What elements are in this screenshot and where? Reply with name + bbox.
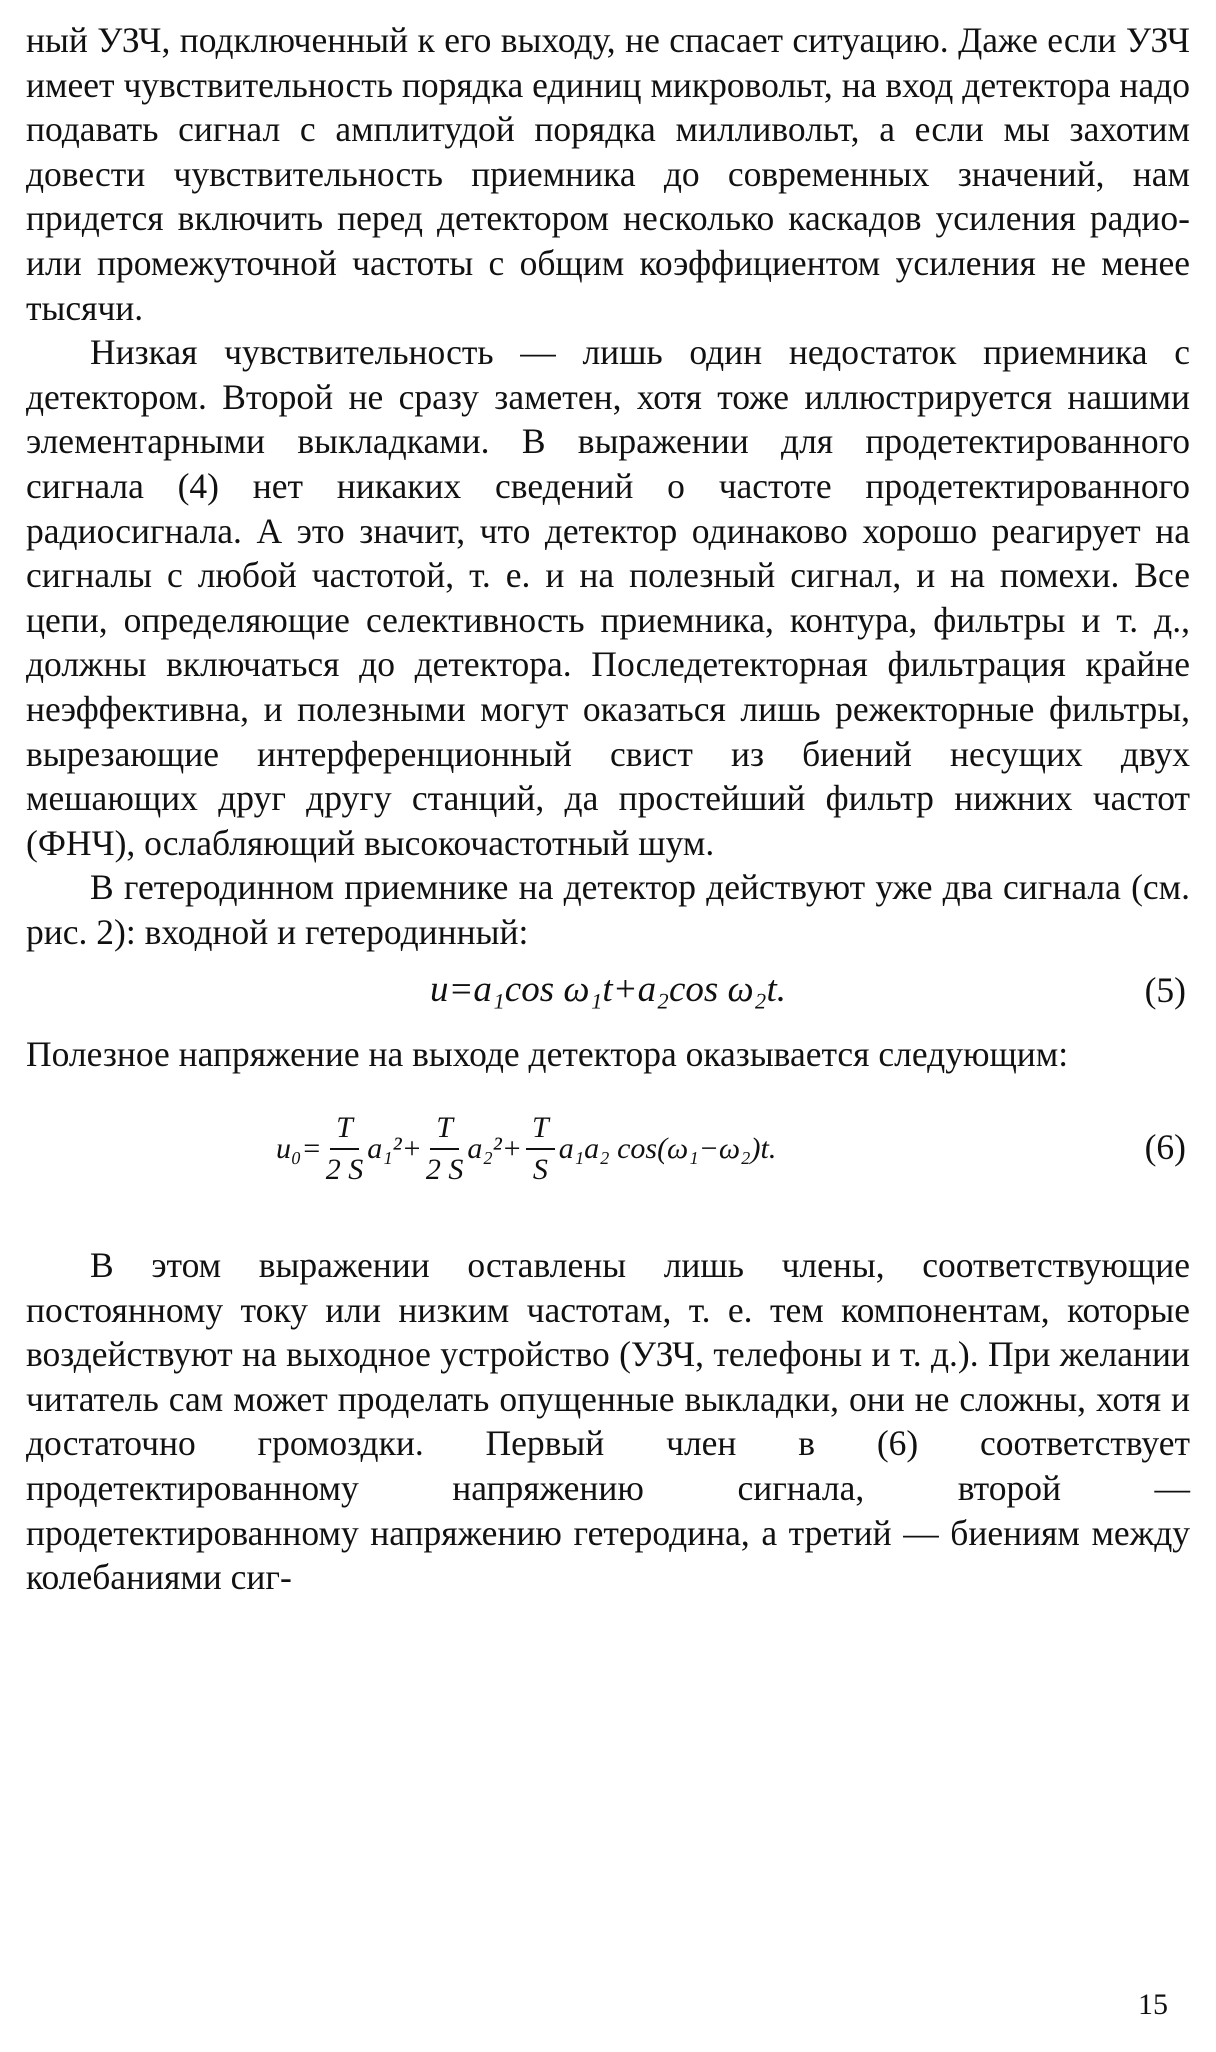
fraction-2 xyxy=(426,1108,464,1190)
formula-5-number: (5) xyxy=(1144,970,1186,1011)
fraction-3 xyxy=(526,1108,555,1190)
paragraph-3: В гетеродинном приемнике на детектор действуют уже два сигнала (см. рис. 2): входной и гетеродинный: xyxy=(26,867,1190,952)
paragraph-4: Полезное напряжение на выходе детектора оказывается следующим: xyxy=(26,1034,1069,1075)
formula-6-number: (6) xyxy=(1144,1127,1186,1168)
page-number: 15 xyxy=(1138,1988,1168,2021)
paragraph-2: Низкая чувствительность — лишь один недостаток приемника с детектором. Второй не сразу заметен, хотя тоже иллюстрируется нашими элементарными выкладками. В выражении для продетектированного сигнала (4) нет никаких сведений о частоте продетектированного радиосигнала. А это значит, что детектор одинаково хорошо реагирует на сигналы с любой частотой, т. е. и на полезный сигнал, и на помехи. Все цепи, определяющие селективность приемника, контура, фильтры и т. д., должны включаться до детектора. Последетекторная фильтрация крайне неэффективна, и полезными могут оказаться лишь режекторные фильтры, вырезающие интерференционный свист из биений несущих двух мешающих друг другу станций, да простейший фильтр нижних частот (ФНЧ), ослабляющий высокочастотный шум. xyxy=(26,332,1190,863)
fraction-2-denominator: 2 S xyxy=(425,1153,464,1187)
fraction-3-numerator: T xyxy=(526,1108,555,1150)
formula-5-expression: u=a₁cos ω₁t+a₂cos ω₂t. xyxy=(429,969,787,1011)
paragraph-1: ный УЗЧ, подключенный к его выходу, не спасает ситуацию. Даже если УЗЧ имеет чувствительность порядка единиц микровольт, на вход детектора надо подавать сигнал с амплитудой порядка милливольт, а если мы захотим довести чувствительность приемника до современных значений, нам придется включить перед детектором несколько каскадов усиления радио- или промежуточной частоты с общим коэффициентом усиления не менее тысячи. xyxy=(26,20,1190,328)
paragraph-5: В этом выражении оставлены лишь члены, соответствующие постоянному току или низким частотам, т. е. тем компонентам, которые воздействуют на выходное устройство (УЗЧ, телефоны и т. д.). При желании читатель сам может проделать опущенные выкладки, они не сложны, хотя и достаточно громоздки. Первый член в (6) соответствует продетектированному напряжению сигнала, второй — продетектированному напряжению гетеродина, а третий — биениям между колебаниями сиг- xyxy=(26,1245,1190,1598)
fraction-3-denominator: S xyxy=(532,1153,548,1187)
formula-5 xyxy=(26,964,1190,1024)
formula-6-term-2: a₂²+ xyxy=(467,1131,523,1165)
fraction-1-numerator: T xyxy=(330,1108,359,1150)
fraction-1-denominator: 2 S xyxy=(325,1153,364,1187)
fraction-1 xyxy=(326,1108,364,1190)
formula-6-expression xyxy=(276,1099,776,1199)
formula-6 xyxy=(26,1083,1190,1213)
formula-6-lhs: u₀= xyxy=(276,1131,322,1165)
formula-6-term-1: a₁²+ xyxy=(367,1131,422,1165)
fraction-2-numerator: T xyxy=(430,1108,459,1150)
page-text xyxy=(26,18,1190,1600)
formula-6-term-3: a₁a₂ cos(ω₁−ω₂)t. xyxy=(558,1131,777,1165)
